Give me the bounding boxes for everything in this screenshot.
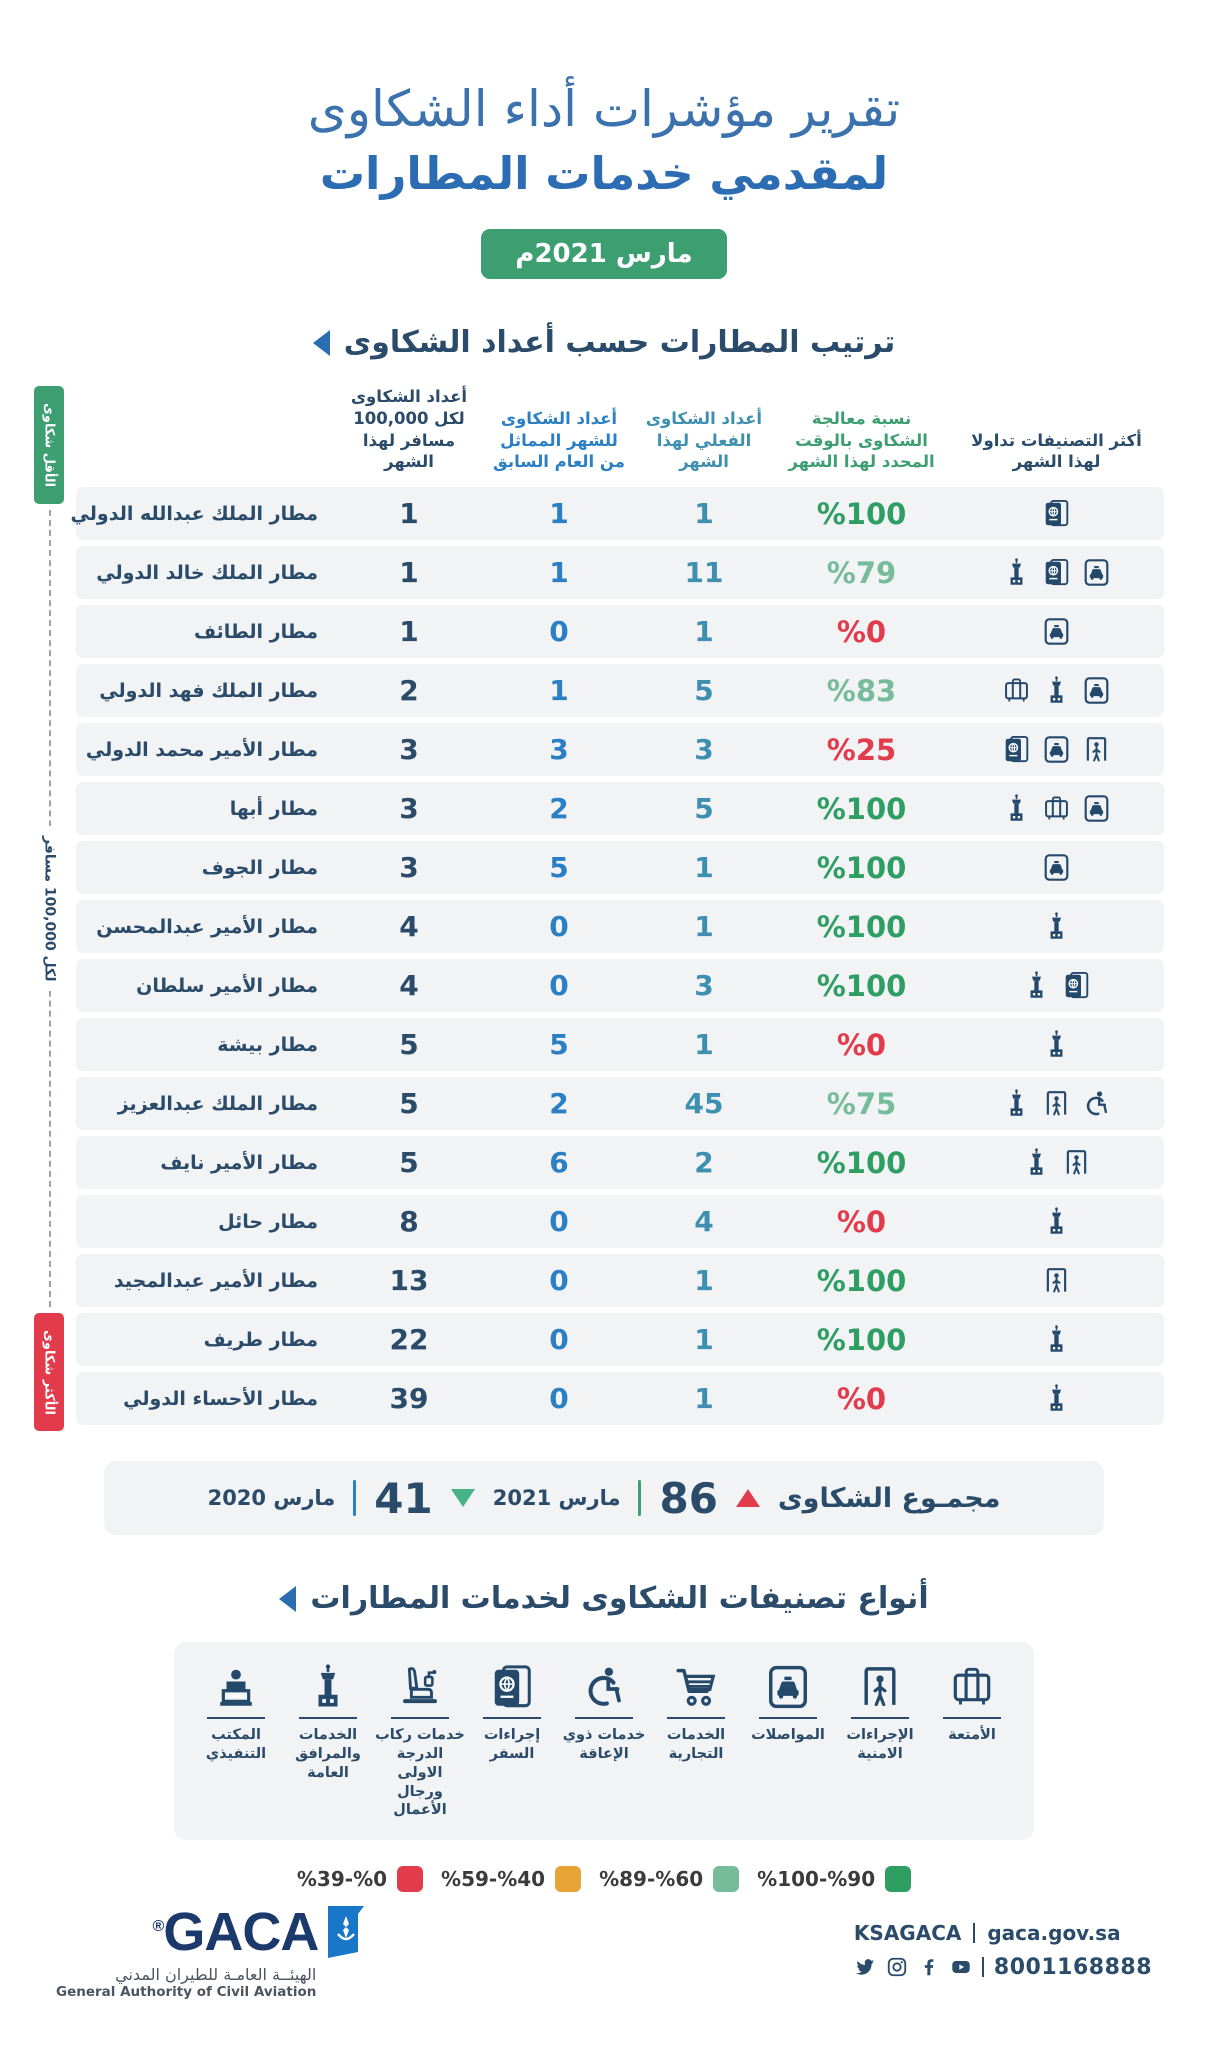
passport-icon	[1003, 735, 1030, 764]
cell-per_100k: 5	[399, 1028, 419, 1062]
column-header-prev-year: أعداد الشكاوى للشهر المماثل من العام السابق	[493, 408, 625, 472]
social-row	[854, 1955, 1152, 1980]
cell-prev_year: 0	[549, 615, 569, 649]
cell-rate: %100	[816, 496, 907, 531]
passport-icon	[1043, 558, 1070, 587]
cell-per_100k: 1	[399, 497, 419, 531]
cell-per_100k: 22	[389, 1323, 429, 1357]
cell-per_100k: 3	[399, 733, 419, 767]
summary-current-date: مارس 2021	[492, 1486, 621, 1511]
taxi-icon	[1043, 735, 1070, 764]
category-legend-label: الخدمات والمرافق العامة	[295, 1727, 361, 1781]
cell-airport: مطار أبها	[229, 797, 318, 820]
category-legend-label: إجراءات السفر	[483, 1727, 541, 1762]
cell-actual: 1	[694, 1028, 714, 1062]
table-body	[70, 487, 1164, 1425]
category-legend-item	[742, 1664, 834, 1745]
cell-prev_year: 5	[549, 851, 569, 885]
cell-airport: مطار الأمير عبدالمجيد	[113, 1269, 318, 1292]
accessibility-icon	[1083, 1089, 1110, 1118]
table-row	[76, 841, 1164, 894]
rail-label-middle: لكل 100,000 مسافر	[39, 826, 60, 991]
category-rule	[207, 1717, 265, 1719]
category-legend-label: الإجراءات الامنية	[846, 1727, 914, 1762]
cell-top-categories	[949, 1313, 1164, 1366]
cell-prev_year: 0	[549, 1382, 569, 1416]
cell-top-categories	[949, 1254, 1164, 1307]
section-heading-ranking	[0, 325, 1208, 360]
control-tower-icon	[1003, 794, 1030, 823]
control-tower-icon	[1023, 971, 1050, 1000]
cell-top-categories	[949, 900, 1164, 953]
table-row	[76, 1313, 1164, 1366]
cell-airport: مطار الأمير نايف	[160, 1151, 318, 1174]
rail-label-fewest: الأقل شكاوى	[34, 386, 64, 504]
category-rule	[759, 1717, 817, 1719]
control-tower-icon	[1023, 1148, 1050, 1177]
table-row	[76, 959, 1164, 1012]
color-legend-range: %40-%59	[441, 1867, 546, 1892]
color-legend-range: %0-%39	[296, 1867, 388, 1892]
table-row	[76, 1372, 1164, 1425]
security-gate-icon	[857, 1664, 903, 1710]
summary-divider-1	[638, 1480, 641, 1516]
contact-handles	[854, 1921, 1121, 1945]
control-tower-icon	[1043, 1207, 1070, 1236]
taxi-icon	[1043, 617, 1070, 646]
control-tower-icon	[1003, 1089, 1030, 1118]
cell-per_100k: 3	[399, 851, 419, 885]
cell-actual: 3	[694, 969, 714, 1003]
luggage-icon	[1043, 794, 1070, 823]
registered-mark-icon: ®	[152, 1917, 164, 1935]
cell-rate: %83	[826, 673, 897, 708]
cell-rate: %100	[816, 791, 907, 826]
category-legend-item	[834, 1664, 926, 1764]
category-legend-label: المواصلات	[751, 1727, 825, 1744]
cell-actual: 11	[684, 556, 724, 590]
passport-icon	[1043, 499, 1070, 528]
business-seat-icon	[397, 1664, 443, 1710]
summary-label: مجمـوع الشكاوى	[777, 1482, 1001, 1514]
cell-rate: %0	[836, 1027, 887, 1062]
triangle-bullet-icon-2	[279, 1586, 296, 1612]
table-row	[76, 1077, 1164, 1130]
security-gate-icon	[1043, 1089, 1070, 1118]
control-tower-icon	[1043, 1384, 1070, 1413]
category-legend-label: الخدمات التجارية	[666, 1727, 726, 1762]
control-tower-icon	[1043, 676, 1070, 705]
gaca-emblem-icon	[324, 1902, 376, 1962]
column-header-top-categories: أكثر التصنيفات تداولا لهذا الشهر	[971, 430, 1142, 472]
cell-rate: %100	[816, 968, 907, 1003]
gaca-wordmark-text: GACA	[163, 1901, 319, 1962]
cell-per_100k: 5	[399, 1146, 419, 1180]
cell-actual: 5	[694, 674, 714, 708]
table-header-row	[76, 386, 1164, 487]
cell-top-categories	[949, 1136, 1164, 1189]
cell-top-categories	[949, 1372, 1164, 1425]
cell-airport: مطار الأحساء الدولي	[123, 1387, 318, 1410]
category-legend-item	[190, 1664, 282, 1764]
cell-rate: %100	[816, 1145, 907, 1180]
airport-ranking-table	[41, 386, 1164, 1431]
category-rule	[943, 1717, 1001, 1719]
page-title-line1: تقرير مؤشرات أداء الشكاوى	[307, 80, 901, 138]
column-header-per-100k: أعداد الشكاوى لكل 100,000 مسافر لهذا الشهر	[350, 387, 468, 472]
table-row	[76, 1254, 1164, 1307]
cell-prev_year: 2	[549, 792, 569, 826]
cell-per_100k: 4	[399, 969, 419, 1003]
cell-top-categories	[949, 841, 1164, 894]
arrow-up-icon	[736, 1489, 760, 1507]
youtube-icon[interactable]	[950, 1956, 972, 1978]
cell-per_100k: 1	[399, 615, 419, 649]
cell-per_100k: 8	[399, 1205, 419, 1239]
cell-actual: 1	[694, 1323, 714, 1357]
cell-airport: مطار الأمير سلطان	[136, 974, 318, 997]
table-row	[70, 487, 1164, 540]
security-gate-icon	[1083, 735, 1110, 764]
column-header-rate: نسبة معالجة الشكاوى بالوقت المحدد لهذا الشهر	[788, 408, 935, 472]
phone-number: 8001168888	[993, 1954, 1152, 1980]
cell-rate: %79	[826, 555, 897, 590]
cell-actual: 1	[694, 1264, 714, 1298]
cell-airport: مطار الطائف	[193, 620, 318, 643]
cell-top-categories	[949, 1018, 1164, 1071]
report-date-badge: مارس 2021م	[481, 229, 726, 279]
category-legend	[174, 1642, 1034, 1840]
accessibility-icon	[581, 1664, 627, 1710]
control-tower-icon	[1043, 912, 1070, 941]
rail-label-most: الأكثر شكاوى	[34, 1313, 64, 1431]
cell-rate: %0	[836, 614, 887, 649]
cell-actual: 1	[694, 497, 714, 531]
total-complaints-summary	[104, 1461, 1104, 1535]
contact-block	[854, 1921, 1152, 1980]
contact-divider-2	[982, 1957, 984, 1977]
executive-office-icon	[213, 1664, 259, 1710]
cell-rate: %100	[816, 850, 907, 885]
category-rule	[851, 1717, 909, 1719]
luggage-icon	[949, 1664, 995, 1710]
category-rule	[483, 1717, 541, 1719]
luggage-icon	[1003, 676, 1030, 705]
category-legend-item	[374, 1664, 466, 1820]
section-heading-categories	[0, 1581, 1208, 1616]
cell-rate: %25	[826, 732, 897, 767]
cell-prev_year: 1	[549, 556, 569, 590]
taxi-icon	[765, 1664, 811, 1710]
category-rule	[667, 1717, 725, 1719]
cell-top-categories	[949, 487, 1164, 540]
cell-prev_year: 0	[549, 969, 569, 1003]
cell-actual: 1	[694, 851, 714, 885]
shopping-cart-icon	[673, 1664, 719, 1710]
cell-prev_year: 1	[549, 497, 569, 531]
cell-prev_year: 1	[549, 674, 569, 708]
cell-per_100k: 4	[399, 910, 419, 944]
cell-per_100k: 5	[399, 1087, 419, 1121]
gaca-name-arabic: الهيئــة العامـة للطيران المدني	[115, 1964, 317, 1984]
table-main	[70, 386, 1164, 1431]
complaints-scale-rail	[34, 386, 64, 1431]
cell-airport: مطار طريف	[203, 1328, 318, 1351]
category-legend-item	[282, 1664, 374, 1783]
table-row	[76, 546, 1164, 599]
gaca-wordmark	[153, 1901, 319, 1963]
table-row	[76, 900, 1164, 953]
table-row	[76, 664, 1164, 717]
summary-current-value: 86	[659, 1473, 718, 1523]
website-link[interactable]: gaca.gov.sa	[987, 1920, 1121, 1945]
gaca-logo	[56, 1901, 376, 2000]
cell-rate: %0	[836, 1381, 887, 1416]
cell-per_100k: 1	[399, 556, 419, 590]
cell-rate: %75	[826, 1086, 897, 1121]
contact-divider	[973, 1923, 975, 1943]
cell-top-categories	[949, 723, 1164, 776]
category-rule	[391, 1717, 449, 1719]
control-tower-icon	[305, 1664, 351, 1710]
cell-rate: %100	[816, 909, 907, 944]
category-legend-item	[466, 1664, 558, 1764]
category-legend-item	[558, 1664, 650, 1764]
cell-airport: مطار الجوف	[201, 856, 318, 879]
cell-airport: مطار الملك عبدالله الدولي	[70, 502, 318, 525]
table-row	[76, 605, 1164, 658]
category-legend-item	[650, 1664, 742, 1764]
page-title-line2: لمقدمي خدمات المطارات	[319, 146, 889, 200]
cell-top-categories	[949, 1195, 1164, 1248]
summary-previous-value: 41	[374, 1473, 433, 1523]
cell-actual: 2	[694, 1146, 714, 1180]
twitter-icon[interactable]	[854, 1956, 876, 1978]
cell-prev_year: 6	[549, 1146, 569, 1180]
cell-prev_year: 0	[549, 1205, 569, 1239]
cell-actual: 5	[694, 792, 714, 826]
taxi-icon	[1083, 794, 1110, 823]
cell-airport: مطار الملك فهد الدولي	[99, 679, 318, 702]
cell-top-categories	[949, 782, 1164, 835]
cell-airport: مطار الملك خالد الدولي	[96, 561, 318, 584]
table-row	[76, 1195, 1164, 1248]
rail-axis-dashed	[34, 504, 64, 1313]
control-tower-icon	[1043, 1030, 1070, 1059]
category-legend-label: المكتب التنفيذي	[205, 1727, 267, 1762]
cell-top-categories	[949, 1077, 1164, 1130]
passport-icon	[489, 1664, 535, 1710]
taxi-icon	[1083, 558, 1110, 587]
cell-rate: %0	[836, 1204, 887, 1239]
table-row	[76, 1136, 1164, 1189]
category-legend-item	[926, 1664, 1018, 1745]
security-gate-icon	[1063, 1148, 1090, 1177]
cell-prev_year: 3	[549, 733, 569, 767]
cell-airport: مطار حائل	[218, 1210, 318, 1233]
section-heading-categories-label: أنواع تصنيفات الشكاوى لخدمات المطارات	[310, 1581, 929, 1617]
color-legend-range: %90-%100	[757, 1867, 876, 1892]
category-legend-label: خدمات ركاب الدرجة الاولى ورجال الأعمال	[375, 1727, 465, 1819]
taxi-icon	[1043, 853, 1070, 882]
facebook-icon[interactable]	[918, 1956, 940, 1978]
security-gate-icon	[1043, 1266, 1070, 1295]
arrow-down-icon	[451, 1489, 475, 1507]
color-legend-range: %60-%89	[599, 1867, 704, 1892]
logo-row	[153, 1901, 377, 1963]
cell-per_100k: 2	[399, 674, 419, 708]
cell-top-categories	[949, 546, 1164, 599]
summary-divider-2	[353, 1480, 356, 1516]
category-legend-label: خدمات ذوي الإعاقة	[562, 1727, 646, 1762]
cell-per_100k: 39	[389, 1382, 429, 1416]
category-rule	[575, 1717, 633, 1719]
category-rule	[299, 1717, 357, 1719]
cell-actual: 1	[694, 910, 714, 944]
cell-prev_year: 5	[549, 1028, 569, 1062]
cell-top-categories	[949, 959, 1164, 1012]
cell-prev_year: 0	[549, 1264, 569, 1298]
cell-top-categories	[949, 605, 1164, 658]
control-tower-icon	[1043, 1325, 1070, 1354]
table-row	[76, 1018, 1164, 1071]
table-row	[76, 723, 1164, 776]
cell-rate: %100	[816, 1263, 907, 1298]
passport-icon	[1063, 971, 1090, 1000]
summary-previous-date: مارس 2020	[207, 1486, 336, 1511]
column-header-actual: أعداد الشكاوى الفعلي لهذا الشهر	[645, 408, 763, 472]
cell-actual: 3	[694, 733, 714, 767]
cell-actual: 45	[684, 1087, 724, 1121]
cell-airport: مطار الأمير عبدالمحسن	[96, 915, 318, 938]
cell-per_100k: 13	[389, 1264, 429, 1298]
cell-prev_year: 0	[549, 910, 569, 944]
category-legend-label: الأمتعة	[948, 1727, 996, 1744]
cell-rate: %100	[816, 1322, 907, 1357]
table-row	[76, 782, 1164, 835]
cell-prev_year: 0	[549, 1323, 569, 1357]
cell-per_100k: 3	[399, 792, 419, 826]
triangle-bullet-icon	[313, 330, 330, 356]
social-handle: KSAGACA	[853, 1920, 962, 1945]
cell-prev_year: 2	[549, 1087, 569, 1121]
title-block	[0, 0, 1208, 279]
control-tower-icon	[1003, 558, 1030, 587]
cell-airport: مطار بيشة	[217, 1033, 318, 1056]
gaca-name-english: General Authority of Civil Aviation	[56, 1983, 317, 2000]
cell-actual: 1	[694, 615, 714, 649]
section-heading-ranking-label: ترتيب المطارات حسب أعداد الشكاوى	[343, 325, 896, 360]
cell-actual: 4	[694, 1205, 714, 1239]
page-footer	[0, 1868, 1208, 2048]
cell-actual: 1	[694, 1382, 714, 1416]
taxi-icon	[1083, 676, 1110, 705]
cell-airport: مطار الأمير محمد الدولي	[85, 738, 318, 761]
cell-top-categories	[949, 664, 1164, 717]
cell-airport: مطار الملك عبدالعزيز	[117, 1092, 318, 1115]
instagram-icon[interactable]	[886, 1956, 908, 1978]
